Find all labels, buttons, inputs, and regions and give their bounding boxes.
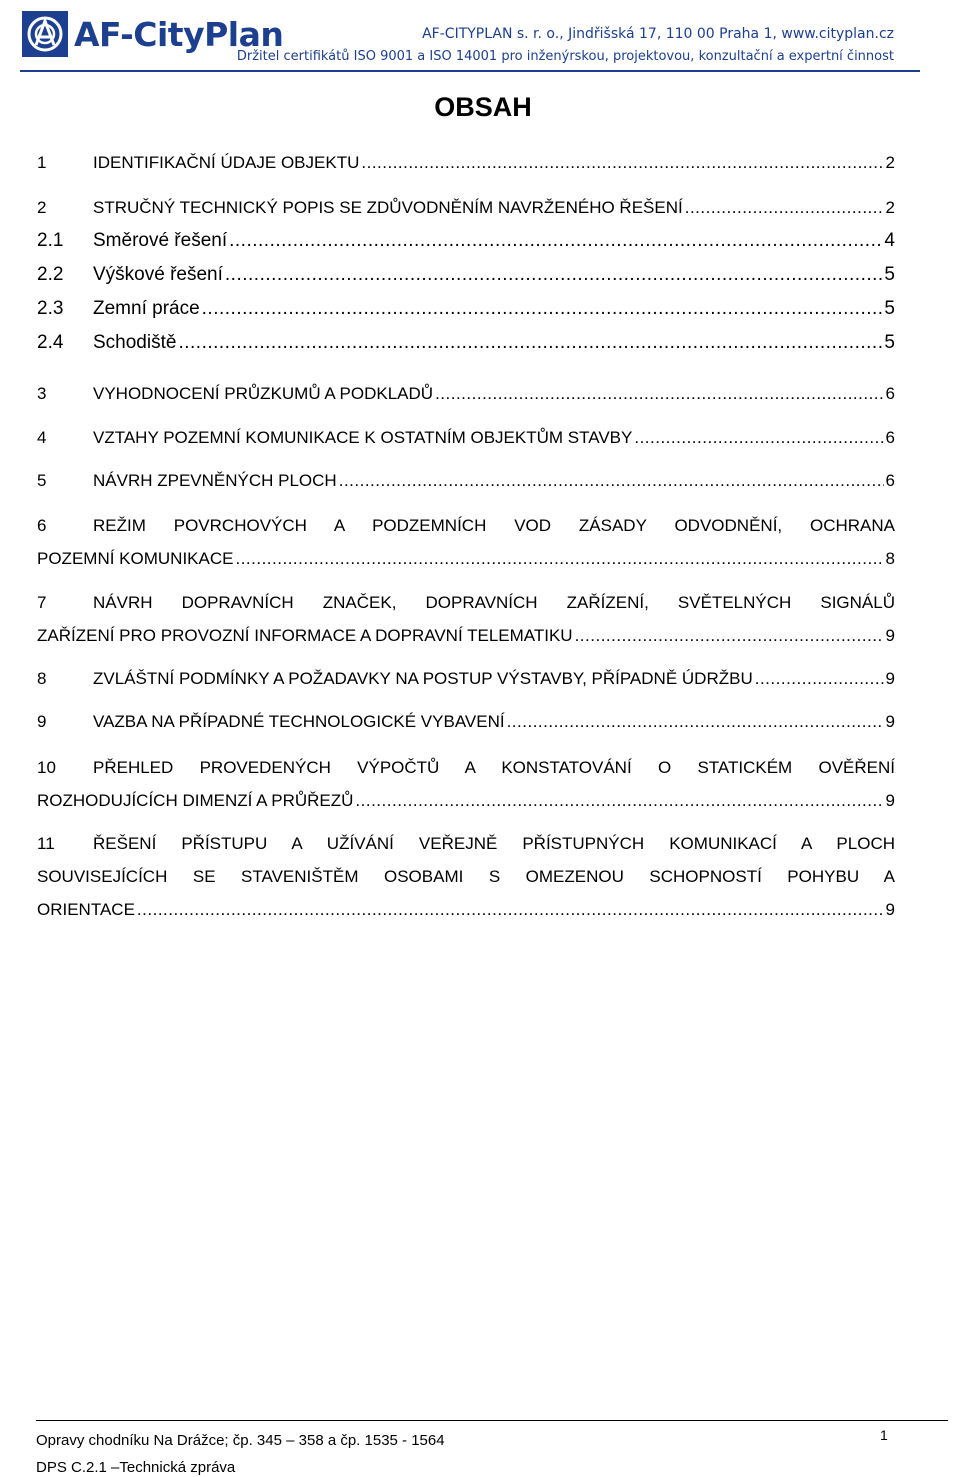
toc-leader [355, 784, 883, 817]
toc-page: 5 [884, 298, 895, 319]
toc-number: 3 [37, 384, 47, 403]
toc-entry[interactable] [37, 662, 895, 695]
toc-page: 6 [885, 471, 895, 490]
toc-label-line2: POZEMNÍ KOMUNIKACE [37, 549, 234, 568]
toc-leader [137, 893, 884, 926]
toc-label: Schodiště [93, 332, 177, 353]
toc-leader [235, 542, 883, 575]
company-certification: Držitel certifikátů ISO 9001 a ISO 14001 pro inženýrskou, projektovou, konzultační a expertní činnost [236, 49, 894, 64]
toc-leader [178, 326, 882, 359]
toc-leader [575, 619, 884, 652]
toc-label: Směrové řešení [93, 230, 228, 251]
toc-leader [435, 377, 883, 410]
toc-entry[interactable] [37, 509, 895, 575]
toc-entry[interactable] [37, 377, 895, 410]
toc-page: 8 [885, 549, 895, 568]
toc-label-line2: SOUVISEJÍCÍCH SE STAVENIŠTĚM OSOBAMI S OMEZENOU SCHOPNOSTÍ POHYBU A [37, 867, 895, 886]
toc-page: 9 [885, 712, 895, 731]
toc-entry[interactable] [37, 751, 895, 817]
toc-label: Zemní práce [93, 298, 200, 319]
toc-leader [755, 662, 884, 695]
toc-entry[interactable] [37, 258, 895, 291]
toc-page: 6 [885, 428, 895, 447]
toc-page: 9 [885, 791, 895, 810]
toc-label-line1: ŘEŠENÍ PŘÍSTUPU A UŽÍVÁNÍ VEŘEJNĚ PŘÍSTUPNÝCH KOMUNIKACÍ A PLOCH [93, 834, 895, 853]
logo-text: AF-CityPlan [74, 14, 284, 54]
toc-entry[interactable] [37, 705, 895, 738]
toc-leader [225, 258, 883, 291]
toc-label: ZVLÁŠTNÍ PODMÍNKY A POŽADAVKY NA POSTUP VÝSTAVBY, PŘÍPADNĚ ÚDRŽBU [93, 669, 753, 688]
toc-number: 2 [37, 198, 47, 217]
toc-number: 11 [37, 834, 55, 853]
toc-page: 4 [884, 230, 895, 251]
toc-label: VZTAHY POZEMNÍ KOMUNIKACE K OSTATNÍM OBJEKTŮM STAVBY [93, 428, 633, 447]
toc-number: 9 [37, 712, 47, 731]
footer-page-number: 1 [880, 1427, 888, 1443]
toc-number: 5 [37, 471, 47, 490]
toc-leader [507, 705, 884, 738]
toc-entry[interactable] [37, 326, 895, 359]
toc-label: VAZBA NA PŘÍPADNÉ TECHNOLOGICKÉ VYBAVENÍ [93, 712, 505, 731]
toc-page: 9 [885, 626, 895, 645]
toc-entry[interactable] [37, 586, 895, 652]
toc-number: 4 [37, 428, 47, 447]
toc-number: 8 [37, 669, 47, 688]
toc-leader [634, 421, 883, 454]
toc-leader [229, 224, 882, 257]
toc-leader [339, 464, 884, 497]
toc-number: 2.2 [37, 264, 64, 285]
toc-page: 2 [885, 198, 895, 217]
toc-label: IDENTIFIKAČNÍ ÚDAJE OBJEKTU [93, 153, 360, 172]
toc-page: 5 [884, 332, 895, 353]
toc-page: 2 [885, 153, 895, 172]
page-title: OBSAH [434, 92, 532, 122]
toc-number: 10 [37, 758, 56, 777]
toc-entry[interactable] [37, 827, 895, 926]
toc-label: NÁVRH ZPEVNĚNÝCH PLOCH [93, 471, 337, 490]
toc-label-line3: ORIENTACE [37, 900, 135, 919]
toc-label: STRUČNÝ TECHNICKÝ POPIS SE ZDŮVODNĚNÍM NAVRŽENÉHO ŘEŠENÍ [93, 198, 683, 217]
company-address: AF-CITYPLAN s. r. o., Jindřišská 17, 110 00 Praha 1, www.cityplan.cz [422, 26, 894, 42]
toc-entry[interactable] [37, 146, 895, 179]
toc-entry[interactable] [37, 224, 895, 257]
toc-number: 1 [37, 153, 47, 172]
footer-project-name: Opravy chodníku Na Drážce; čp. 345 – 358 a čp. 1535 - 1564 [36, 1432, 445, 1449]
toc-label-line1: PŘEHLED PROVEDENÝCH VÝPOČTŮ A KONSTATOVÁNÍ O STATICKÉM OVĚŘENÍ [93, 758, 895, 777]
page-header [0, 0, 960, 78]
logo-emblem-icon [22, 11, 68, 57]
toc-page: 5 [884, 264, 895, 285]
toc-label-line1: NÁVRH DOPRAVNÍCH ZNAČEK, DOPRAVNÍCH ZAŘÍZENÍ, SVĚTELNÝCH SIGNÁLŮ [93, 593, 895, 612]
toc-entry[interactable] [37, 421, 895, 454]
toc-page: 6 [885, 384, 895, 403]
footer-document-name: DPS C.2.1 –Technická zpráva [36, 1459, 236, 1476]
toc-leader [361, 146, 883, 179]
toc-label-line1: REŽIM POVRCHOVÝCH A PODZEMNÍCH VOD ZÁSADY ODVODNĚNÍ, OCHRANA [93, 516, 895, 535]
toc-label: VYHODNOCENÍ PRŮZKUMŮ A PODKLADŮ [93, 384, 434, 403]
toc-leader [685, 191, 884, 224]
toc-label: Výškové řešení [93, 264, 223, 285]
toc-label-line2: ZAŘÍZENÍ PRO PROVOZNÍ INFORMACE A DOPRAVNÍ TELEMATIKU [37, 626, 573, 645]
toc-number: 2.1 [37, 230, 64, 251]
toc-leader [202, 292, 883, 325]
toc-entry[interactable] [37, 464, 895, 497]
toc-number: 6 [37, 516, 47, 535]
toc-label-line2: ROZHODUJÍCÍCH DIMENZÍ A PRŮŘEZŮ [37, 791, 354, 810]
footer-divider [36, 1420, 948, 1421]
toc-page: 9 [885, 900, 895, 919]
toc-page: 9 [885, 669, 895, 688]
toc-entry[interactable] [37, 191, 895, 224]
header-divider [20, 70, 920, 72]
toc-number: 2.4 [37, 332, 64, 353]
toc-number: 2.3 [37, 298, 64, 319]
toc-number: 7 [37, 593, 47, 612]
toc-entry[interactable] [37, 292, 895, 325]
